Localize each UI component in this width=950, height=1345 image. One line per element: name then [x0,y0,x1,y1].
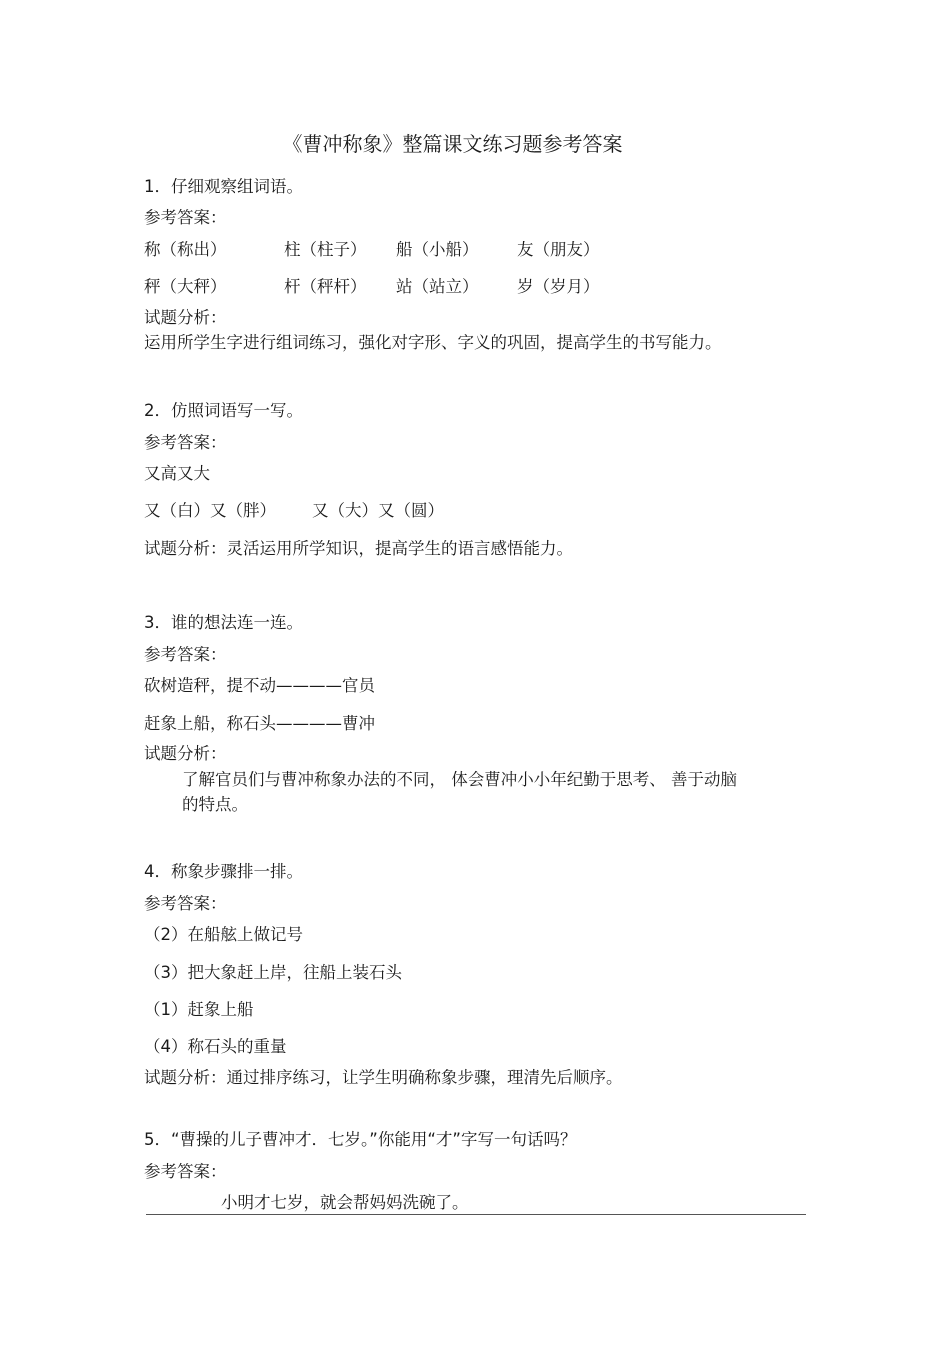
q2-answer-label: 参考答案： [144,433,227,452]
q4-question: 4．称象步骤排一排。 [144,862,303,881]
q3-match-1: 砍树造秤，提不动————官员 [144,676,375,695]
q5-answer-label: 参考答案： [144,1162,227,1181]
q4-step-4: （4）称石头的重量 [144,1037,287,1056]
q5-question: 5．“曹操的儿子曹冲才．七岁。”你能用“才”字写一句话吗？ [144,1130,577,1149]
q1-word-4: 友（朋友） [517,240,600,259]
q4-analysis: 试题分析：通过排序练习，让学生明确称象步骤，理清先后顺序。 [144,1068,623,1087]
q3-analysis-line-1: 了解官员们与曹冲称象办法的不同， 体会曹冲小小年纪勤于思考、 善于动脑 [182,770,737,789]
q2-analysis: 试题分析：灵活运用所学知识，提高学生的语言感悟能力。 [144,539,573,558]
q1-word-1: 称（称出） [144,240,227,259]
q2-question: 2．仿照词语写一写。 [144,401,303,420]
q4-answer-label: 参考答案： [144,894,227,913]
q3-analysis-label: 试题分析： [144,744,227,763]
q1-answer-label: 参考答案： [144,208,227,227]
q1-word-5: 秤（大秤） [144,277,227,296]
q2-example: 又高又大 [144,464,210,483]
q3-answer-label: 参考答案： [144,645,227,664]
q3-analysis-line-2: 的特点。 [182,795,248,814]
q5-answer: 小明才七岁，就会帮妈妈洗碗了。 [221,1193,469,1212]
q3-question: 3．谁的想法连一连。 [144,613,303,632]
q4-step-2: （3）把大象赶上岸，往船上装石头 [144,963,402,982]
q1-word-2: 柱（柱子） [284,240,367,259]
q4-step-3: （1）赶象上船 [144,1000,254,1019]
q1-analysis-label: 试题分析： [144,308,227,327]
q1-word-8: 岁（岁月） [517,277,600,296]
q4-step-1: （2）在船舷上做记号 [144,925,303,944]
q2-answer-1: 又（白）又（胖） [144,501,276,520]
document-title: 《曹冲称象》整篇课文练习题参考答案 [282,132,623,156]
q3-match-2: 赶象上船，称石头————曹冲 [144,714,375,733]
q1-question: 1．仔细观察组词语。 [144,177,303,196]
q2-answer-2: 又（大）又（圆） [312,501,444,520]
answer-underline [146,1214,806,1215]
q1-word-3: 船（小船） [396,240,479,259]
q1-analysis: 运用所学生字进行组词练习，强化对字形、字义的巩固，提高学生的书写能力。 [144,333,722,352]
q1-word-7: 站（站立） [396,277,479,296]
q1-word-6: 杆（秤杆） [284,277,367,296]
